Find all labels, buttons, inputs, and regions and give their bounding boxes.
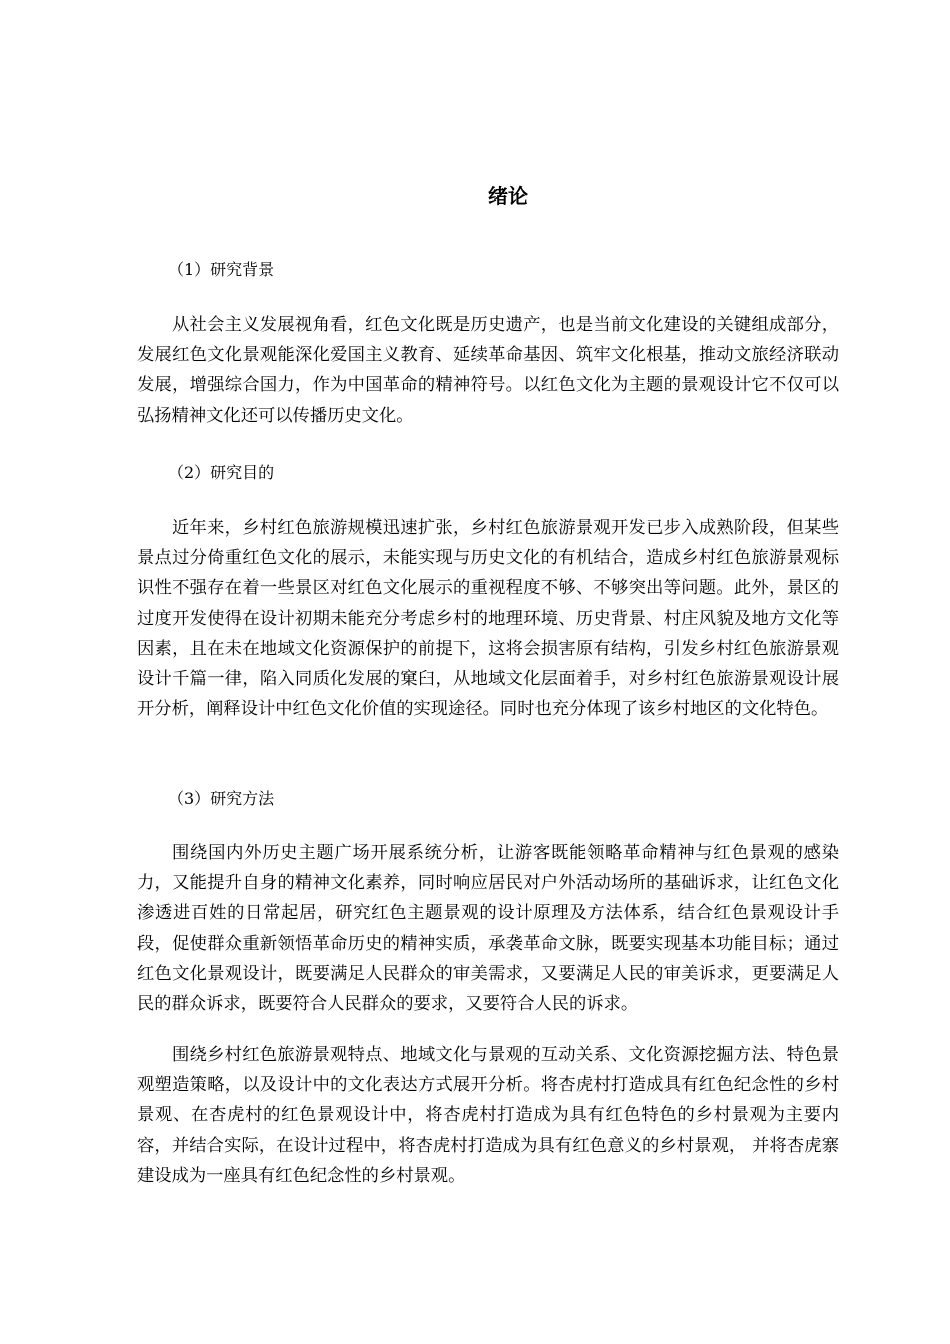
page-title: 绪论	[488, 184, 528, 208]
section-heading-background: （1）研究背景	[168, 260, 275, 279]
section-heading-methods: （3）研究方法	[168, 789, 275, 808]
section-heading-purpose: （2）研究目的	[168, 463, 275, 482]
paragraph-methods-1: 围绕国内外历史主题广场开展系统分析，让游客既能领略革命精神与红色景观的感染力，又能提升自身的精神文化素养，同时响应居民对户外活动场所的基础诉求，让红色文化渗透进百姓的日常起居，研究红色主题景观的设计原理及方法体系，结合红色景观设计手段，促使群众重新领悟革命历史的精神实质，承袭革命文脉，既要实现基本功能目标；通过红色文化景观设计，既要满足人民群众的审美需求，又要满足人民的审美诉求，更要满足人民的群众诉求，既要符合人民群众的要求，又要符合人民的诉求。	[137, 843, 839, 1015]
paragraph-purpose: 近年来，乡村红色旅游规模迅速扩张，乡村红色旅游景观开发已步入成熟阶段，但某些景点过分倚重红色文化的展示，未能实现与历史文化的有机结合，造成乡村红色旅游景观标识性不强存在着一些景区对红色文化展示的重视程度不够、不够突出等问题。此外，景区的过度开发使得在设计初期未能充分考虑乡村的地理环境、历史背景、村庄风貌及地方文化等因素，且在未在地域文化资源保护的前提下，这将会损害原有结构，引发乡村红色旅游景观设计千篇一律，陷入同质化发展的窠臼，从地域文化层面着手，对乡村红色旅游景观设计展开分析，阐释设计中红色文化价值的实现途径。同时也充分体现了该乡村地区的文化特色。	[137, 518, 839, 720]
paragraph-background: 从社会主义发展视角看，红色文化既是历史遗产，也是当前文化建设的关键组成部分，发展红色文化景观能深化爱国主义教育、延续革命基因、筑牢文化根基，推动文旅经济联动发展，增强综合国力，作为中国革命的精神符号。以红色文化为主题的景观设计它不仅可以弘扬精神文化还可以传播历史文化。	[137, 315, 839, 426]
paragraph-methods-2: 围绕乡村红色旅游景观特点、地域文化与景观的互动关系、文化资源挖掘方法、特色景观塑造策略，以及设计中的文化表达方式展开分析。将杏虎村打造成具有红色纪念性的乡村景观、在杏虎村的红色景观设计中，将杏虎村打造成为具有红色特色的乡村景观为主要内容，并结合实际，在设计过程中，将杏虎村打造成为具有红色意义的乡村景观， 并将杏虎寨建设成为一座具有红色纪念性的乡村景观。	[137, 1045, 839, 1186]
